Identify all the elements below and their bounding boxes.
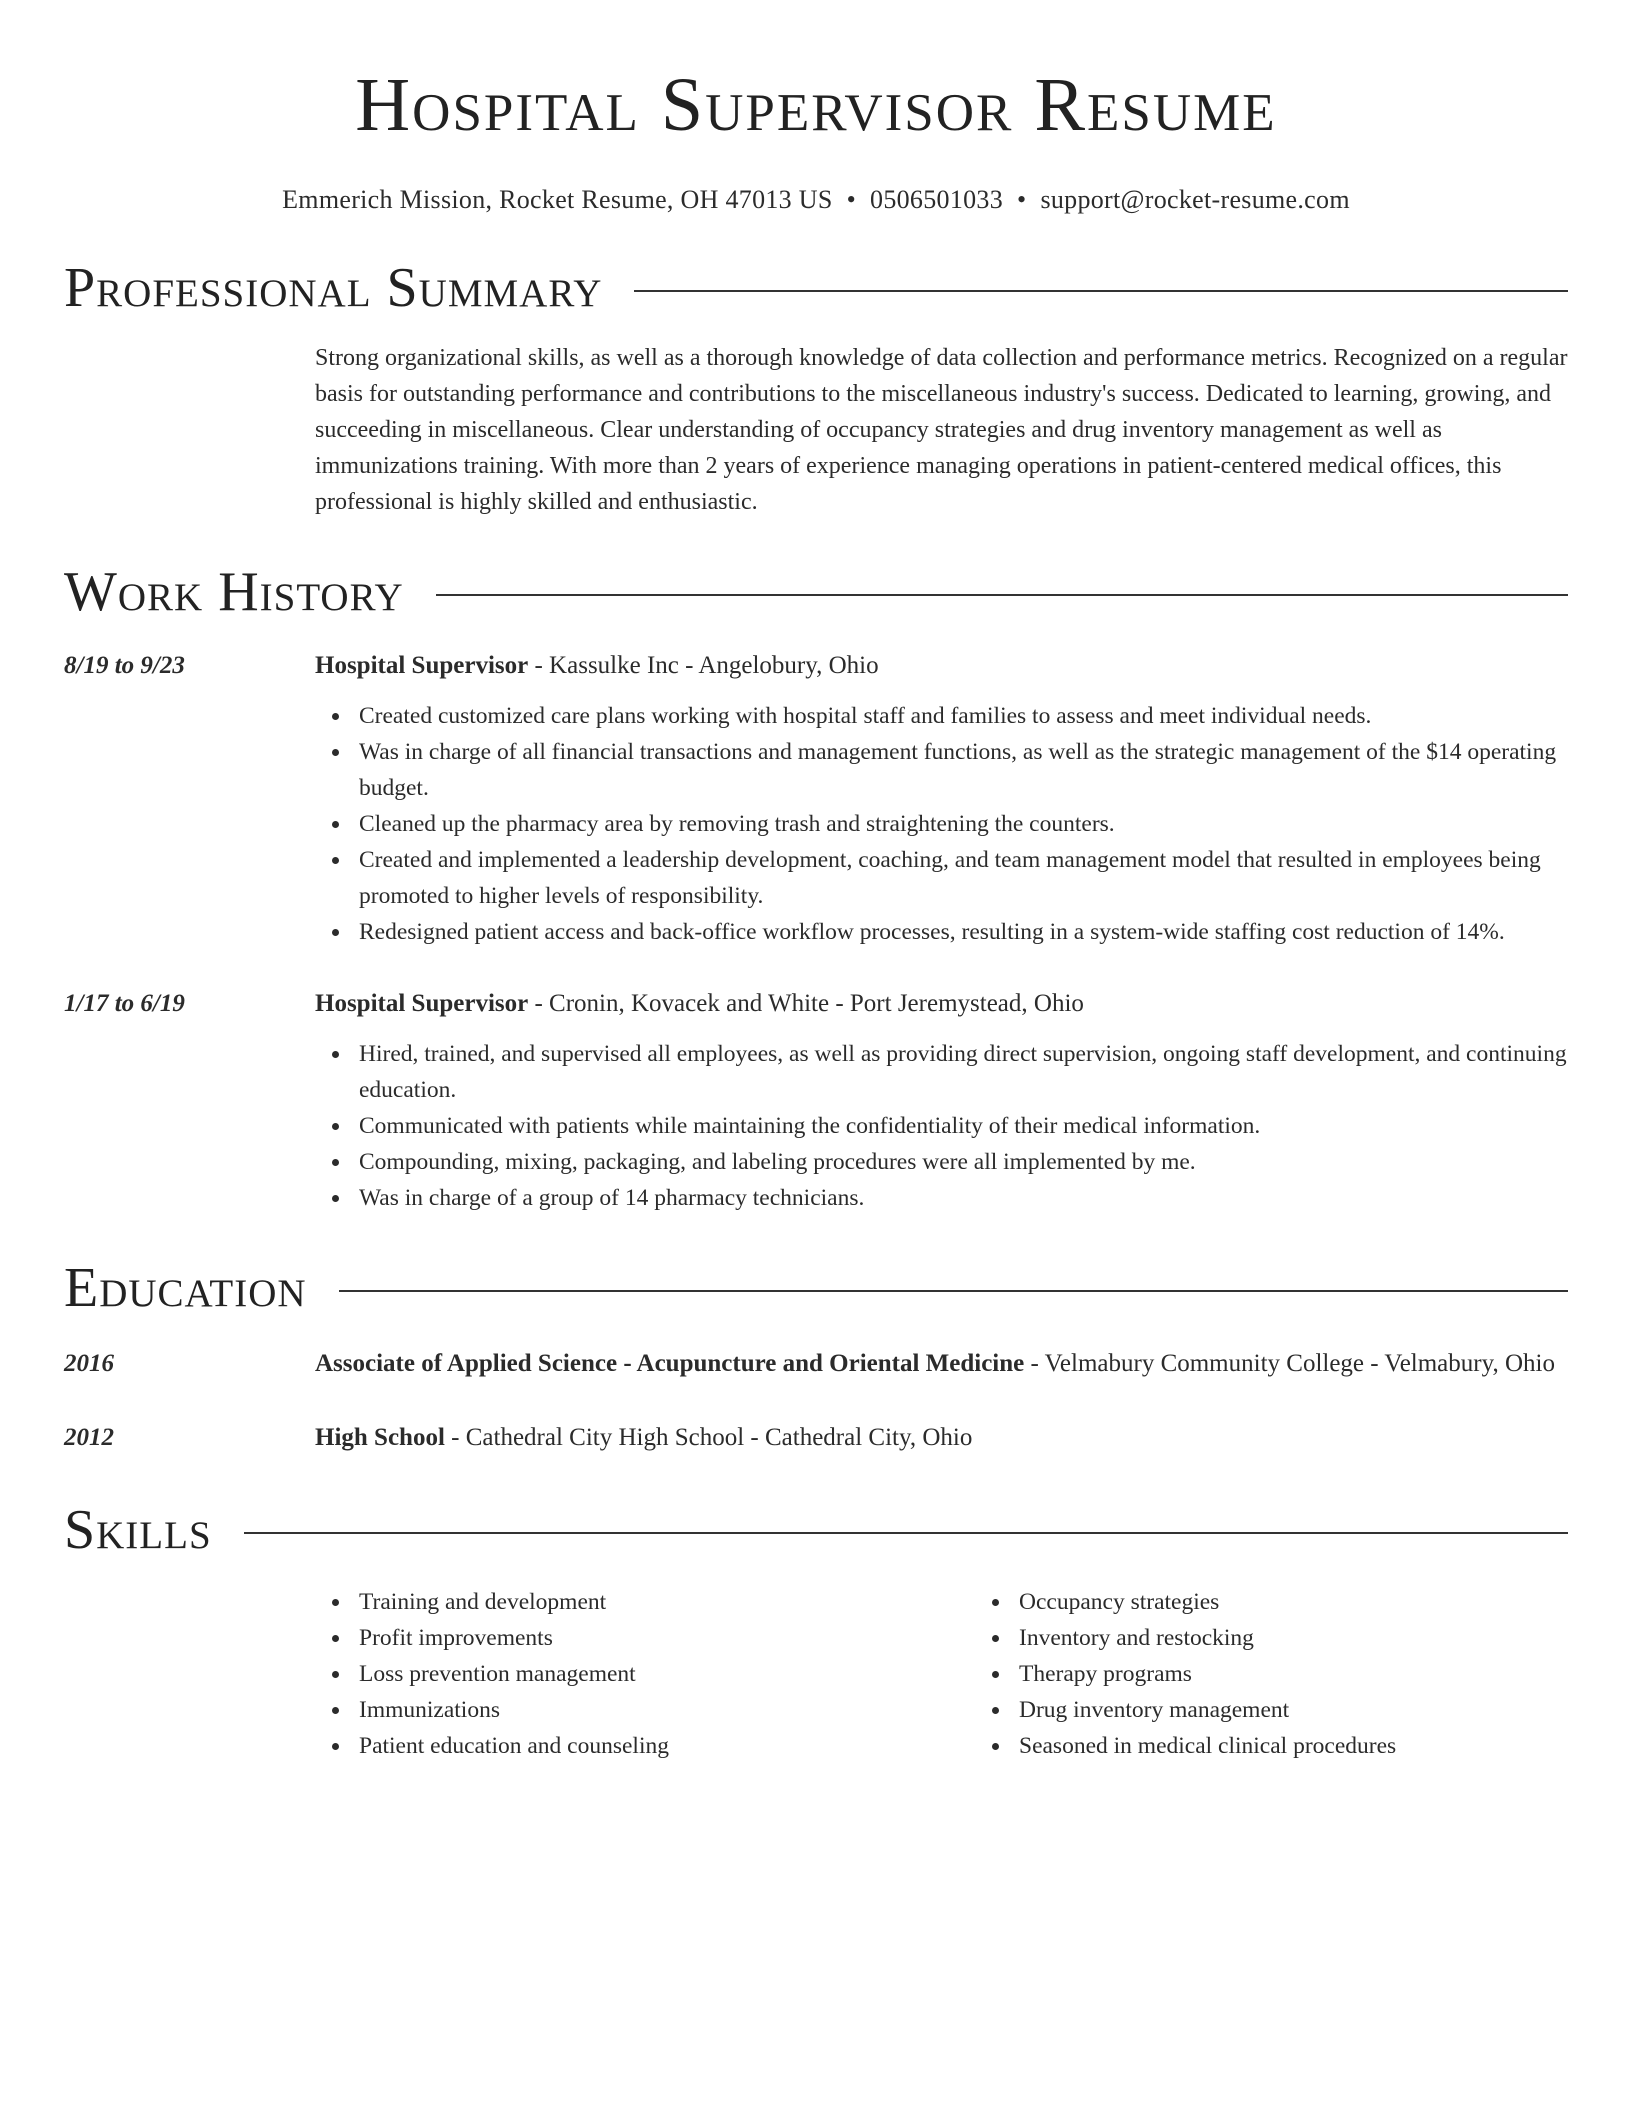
contact-separator: • — [1017, 185, 1027, 214]
job-entry — [64, 986, 1568, 1216]
education-section-header — [64, 1256, 1568, 1320]
job-title: Hospital Supervisor — [315, 990, 529, 1017]
summary-spacer — [64, 340, 315, 520]
education-degree: High School — [315, 1424, 445, 1451]
education-body — [315, 1418, 1568, 1458]
skill-item: Seasoned in medical clinical procedures — [1019, 1728, 1396, 1764]
contact-line — [64, 184, 1568, 216]
section-divider — [244, 1532, 1568, 1534]
summary-section-header — [64, 256, 1568, 320]
skill-item: Patient education and counseling — [359, 1728, 975, 1764]
skills-list-right — [975, 1584, 1396, 1764]
list-item: Created and implemented a leadership development, coaching, and team management model that resulted in employees being promoted to higher levels of responsibility. — [359, 842, 1568, 914]
skills-list-left — [315, 1584, 975, 1764]
education-details: - Cathedral City High School - Cathedral City, Ohio — [444, 1424, 973, 1451]
job-entry — [64, 648, 1568, 950]
list-item: Cleaned up the pharmacy area by removing trash and straightening the counters. — [359, 806, 1568, 842]
skill-item: Immunizations — [359, 1692, 975, 1728]
summary-row — [64, 340, 1568, 520]
list-item: Redesigned patient access and back-office workflow processes, resulting in a system-wide staffing cost reduction of 14%. — [359, 914, 1568, 950]
contact-email: support@rocket-resume.com — [1040, 185, 1350, 214]
job-title: Hospital Supervisor — [315, 652, 529, 679]
section-divider — [339, 1290, 1568, 1292]
job-bullets — [315, 1036, 1568, 1216]
work-heading: Work History — [64, 561, 404, 623]
contact-separator: • — [846, 185, 857, 214]
skill-item: Drug inventory management — [1019, 1692, 1396, 1728]
list-item: Hired, trained, and supervised all employees, as well as providing direct supervision, ongoing staff development, and continuing education. — [359, 1036, 1568, 1108]
job-details: - Cronin, Kovacek and White - Port Jeremystead, Ohio — [528, 990, 1084, 1017]
list-item: Communicated with patients while maintaining the confidentiality of their medical information. — [359, 1108, 1568, 1144]
skill-item: Occupancy strategies — [1019, 1584, 1396, 1620]
skill-item: Profit improvements — [359, 1620, 975, 1656]
skill-item: Loss prevention management — [359, 1656, 975, 1692]
job-details: - Kassulke Inc - Angelobury, Ohio — [528, 652, 879, 679]
section-divider — [436, 594, 1568, 596]
skills-heading: Skills — [64, 1499, 212, 1561]
skill-item: Therapy programs — [1019, 1656, 1396, 1692]
job-body — [315, 986, 1568, 1216]
education-degree: Associate of Applied Science - Acupuncture and Oriental Medicine — [315, 1350, 1025, 1377]
education-year: 2012 — [64, 1424, 114, 1451]
list-item: Created customized care plans working with hospital staff and families to assess and meet individual needs. — [359, 698, 1568, 734]
summary-body — [315, 340, 1568, 520]
skills-row — [64, 1584, 1568, 1764]
list-item: Compounding, mixing, packaging, and labeling procedures were all implemented by me. — [359, 1144, 1568, 1180]
education-entry — [64, 1418, 1568, 1458]
resume-title: Hospital Supervisor Resume — [355, 63, 1277, 147]
job-title-line — [315, 986, 1568, 1022]
contact-address: Emmerich Mission, Rocket Resume, OH 47013 US — [282, 185, 833, 214]
education-year: 2016 — [64, 1350, 114, 1377]
education-entry — [64, 1344, 1568, 1384]
education-details: - Velmabury Community College - Velmabury, Ohio — [1024, 1350, 1555, 1377]
job-dates: 1/17 to 6/19 — [64, 990, 185, 1017]
skills-spacer — [64, 1584, 315, 1764]
job-body — [315, 648, 1568, 950]
skills-section-header — [64, 1498, 1568, 1562]
summary-heading: Professional Summary — [64, 257, 603, 319]
education-body — [315, 1344, 1568, 1384]
contact-phone: 0506501033 — [870, 185, 1004, 214]
job-dates: 8/19 to 9/23 — [64, 652, 185, 679]
education-heading: Education — [64, 1257, 307, 1319]
job-bullets — [315, 698, 1568, 950]
work-section-header — [64, 560, 1568, 624]
summary-text: Strong organizational skills, as well as a thorough knowledge of data collection and performance metrics. Recognized on a regular basis for outstanding performance and contributions to the miscellaneous industry's success. Dedicated to learning, growing, and succeeding in miscellaneous. Clear understanding of occupancy strategies and drug inventory management as well as immunizations training. With more than 2 years of experience managing operations in patient-centered medical offices, this professional is highly skilled and enthusiastic. — [315, 345, 1568, 515]
job-title-line — [315, 648, 1568, 684]
list-item: Was in charge of a group of 14 pharmacy technicians. — [359, 1180, 1568, 1216]
skills-grid — [315, 1584, 1568, 1764]
section-divider — [634, 290, 1568, 292]
skill-item: Training and development — [359, 1584, 975, 1620]
list-item: Was in charge of all financial transactions and management functions, as well as the strategic management of the $14 operating budget. — [359, 734, 1568, 806]
skill-item: Inventory and restocking — [1019, 1620, 1396, 1656]
